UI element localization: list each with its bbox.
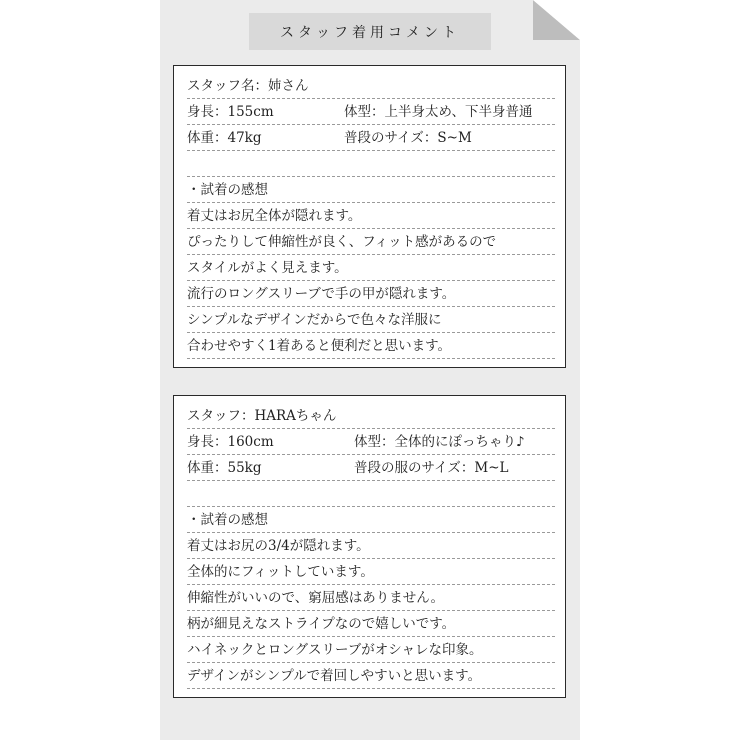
comment-line: 着丈はお尻の3/4が隠れます。 — [187, 533, 555, 559]
staff-comment-card — [173, 65, 566, 368]
staff-body-type: 体型：上半身太め、下半身普通 — [344, 104, 533, 120]
comment-line: デザインがシンプルで着回しやすいと思います。 — [187, 663, 555, 689]
impression-heading: ・試着の感想 — [187, 507, 555, 533]
comment-rows — [187, 73, 555, 359]
impression-heading: ・試着の感想 — [187, 177, 555, 203]
comment-line: 合わせやすく1着あると便利だと思います。 — [187, 333, 555, 359]
page-corner-fold-icon — [533, 0, 580, 40]
comment-line: スタイルがよく見えます。 — [187, 255, 555, 281]
comment-line: シンプルなデザインだからで色々な洋服に — [187, 307, 555, 333]
staff-usual-size: 普段の服のサイズ：M~L — [354, 460, 509, 476]
staff-height: 身長：160cm — [187, 434, 274, 450]
comment-rows — [187, 403, 555, 689]
staff-usual-size: 普段のサイズ：S~M — [344, 130, 472, 146]
staff-weight: 体重：55kg — [187, 460, 262, 476]
staff-name: スタッフ：HARAちゃん — [187, 403, 555, 429]
comment-line: 着丈はお尻全体が隠れます。 — [187, 203, 555, 229]
blank-row — [187, 481, 555, 507]
comment-line: 全体的にフィットしています。 — [187, 559, 555, 585]
stats-row — [187, 125, 555, 151]
staff-comment-card — [173, 395, 566, 698]
comment-line: ハイネックとロングスリーブがオシャレな印象。 — [187, 637, 555, 663]
stats-row — [187, 455, 555, 481]
staff-name: スタッフ名：姉さん — [187, 73, 555, 99]
staff-height: 身長：155cm — [187, 104, 274, 120]
staff-body-type: 体型：全体的にぽっちゃり♪ — [354, 434, 525, 450]
blank-row — [187, 151, 555, 177]
stats-row — [187, 429, 555, 455]
comment-line: 流行のロングスリーブで手の甲が隠れます。 — [187, 281, 555, 307]
comment-line: 柄が細見えなストライプなので嬉しいです。 — [187, 611, 555, 637]
comment-line: ぴったりして伸縮性が良く、フィット感があるので — [187, 229, 555, 255]
page-title: スタッフ着用コメント — [249, 13, 491, 50]
comment-line: 伸縮性がいいので、窮屈感はありません。 — [187, 585, 555, 611]
staff-weight: 体重：47kg — [187, 130, 262, 146]
stats-row — [187, 99, 555, 125]
